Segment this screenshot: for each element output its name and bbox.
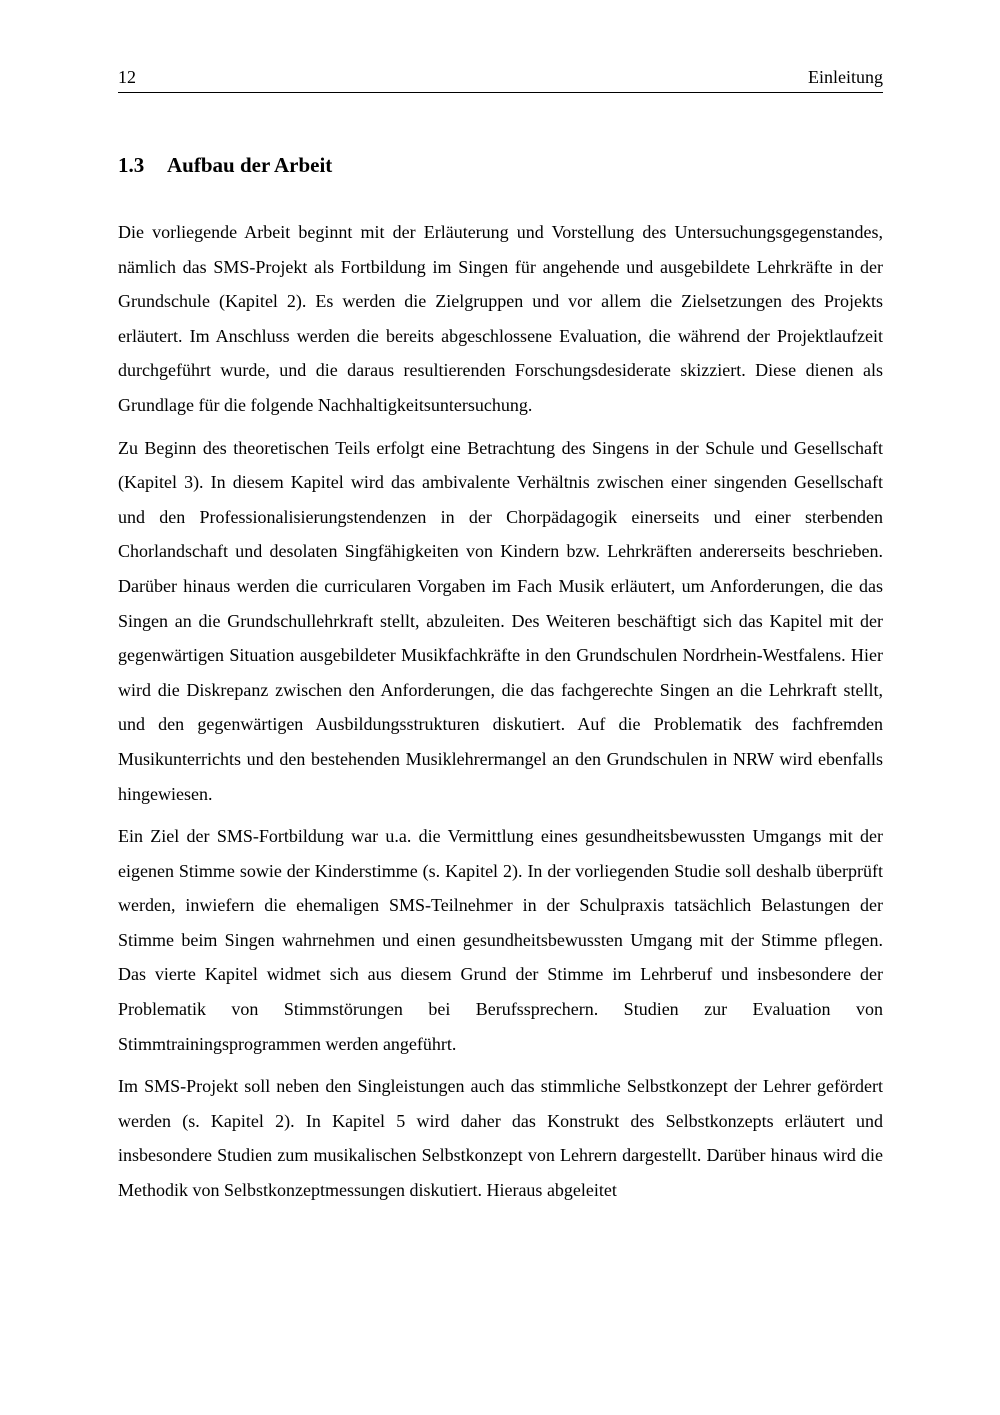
page-number: 12 [118,67,136,87]
paragraph: Zu Beginn des theoretischen Teils erfolgt eine Betrachtung des Singens in der Schule und Gesellschaft (Kapitel 3). In diesem Kapitel wird das ambivalente Verhältnis zwischen einer singenden Gesellschaft und den Professionalisierungstendenzen in der Chorpädagogik einerseits und einer sterbenden Chorlandschaft und desolaten Singfähigkeiten von Kindern bzw. Lehrkräften andererseits beschrieben. Darüber hinaus werden die curricularen Vorgaben im Fach Musik erläutert, um Anforderungen, die das Singen an die Grundschullehrkraft stellt, abzuleiten. Des Weiteren beschäftigt sich das Kapitel mit der gegenwärtigen Situation ausgebildeter Musikfachkräfte in den Grundschulen Nordrhein-Westfalens. Hier wird die Diskrepanz zwischen den Anforderungen, die das fachgerechte Singen an die Lehrkraft stellt, und den gegenwärtigen Ausbildungsstrukturen diskutiert. Auf die Problematik des fachfremden Musikunterrichts und den bestehenden Musiklehrermangel an den Grundschulen in NRW wird ebenfalls hingewiesen. [118,437,883,804]
body-text [118,215,883,1216]
section-number: 1.3 [118,153,145,177]
paragraph: Die vorliegende Arbeit beginnt mit der Erläuterung und Vorstellung des Untersuchungsgegenstandes, nämlich das SMS-Projekt als Fortbildung im Singen für angehende und ausgebildete Lehrkräfte in der Grundschule (Kapitel 2). Es werden die Zielgruppen und vor allem die Zielsetzungen des Projekts erläutert. Im Anschluss werden die bereits abgeschlossene Evaluation, die während der Projektlaufzeit durchgeführt wurde, und die daraus resultierenden Forschungsdesiderate skizziert. Diese dienen als Grundlage für die folgende Nachhaltigkeitsuntersuchung. [118,222,883,415]
running-header-chapter: Einleitung [808,67,883,87]
section-heading [118,150,883,180]
running-header [118,64,883,93]
section-title: Aufbau der Arbeit [167,153,333,177]
paragraph: Im SMS-Projekt soll neben den Singleistungen auch das stimmliche Selbstkonzept der Lehrer gefördert werden (s. Kapitel 2). In Kapitel 5 wird daher das Konstrukt des Selbstkonzepts erläutert und insbesondere Studien zum musikalischen Selbstkonzept von Lehrern dargestellt. Darüber hinaus wird die Methodik von Selbstkonzeptmessungen diskutiert. Hieraus abgeleitet [118,1076,883,1201]
paragraph: Ein Ziel der SMS-Fortbildung war u.a. die Vermittlung eines gesundheitsbewussten Umgangs mit der eigenen Stimme sowie der Kinderstimme (s. Kapitel 2). In der vorliegenden Studie soll deshalb überprüft werden, inwiefern die ehemaligen SMS-Teilnehmer in der Schulpraxis tatsächlich Belastungen der Stimme beim Singen wahrnehmen und einen gesundheitsbewussten Umgang mit der Stimme pflegen. Das vierte Kapitel widmet sich aus diesem Grund der Stimme im Lehrberuf und insbesondere der Problematik von Stimmstörungen bei Berufssprechern. Studien zur Evaluation von Stimmtrainingsprogrammen werden angeführt. [118,826,883,1054]
